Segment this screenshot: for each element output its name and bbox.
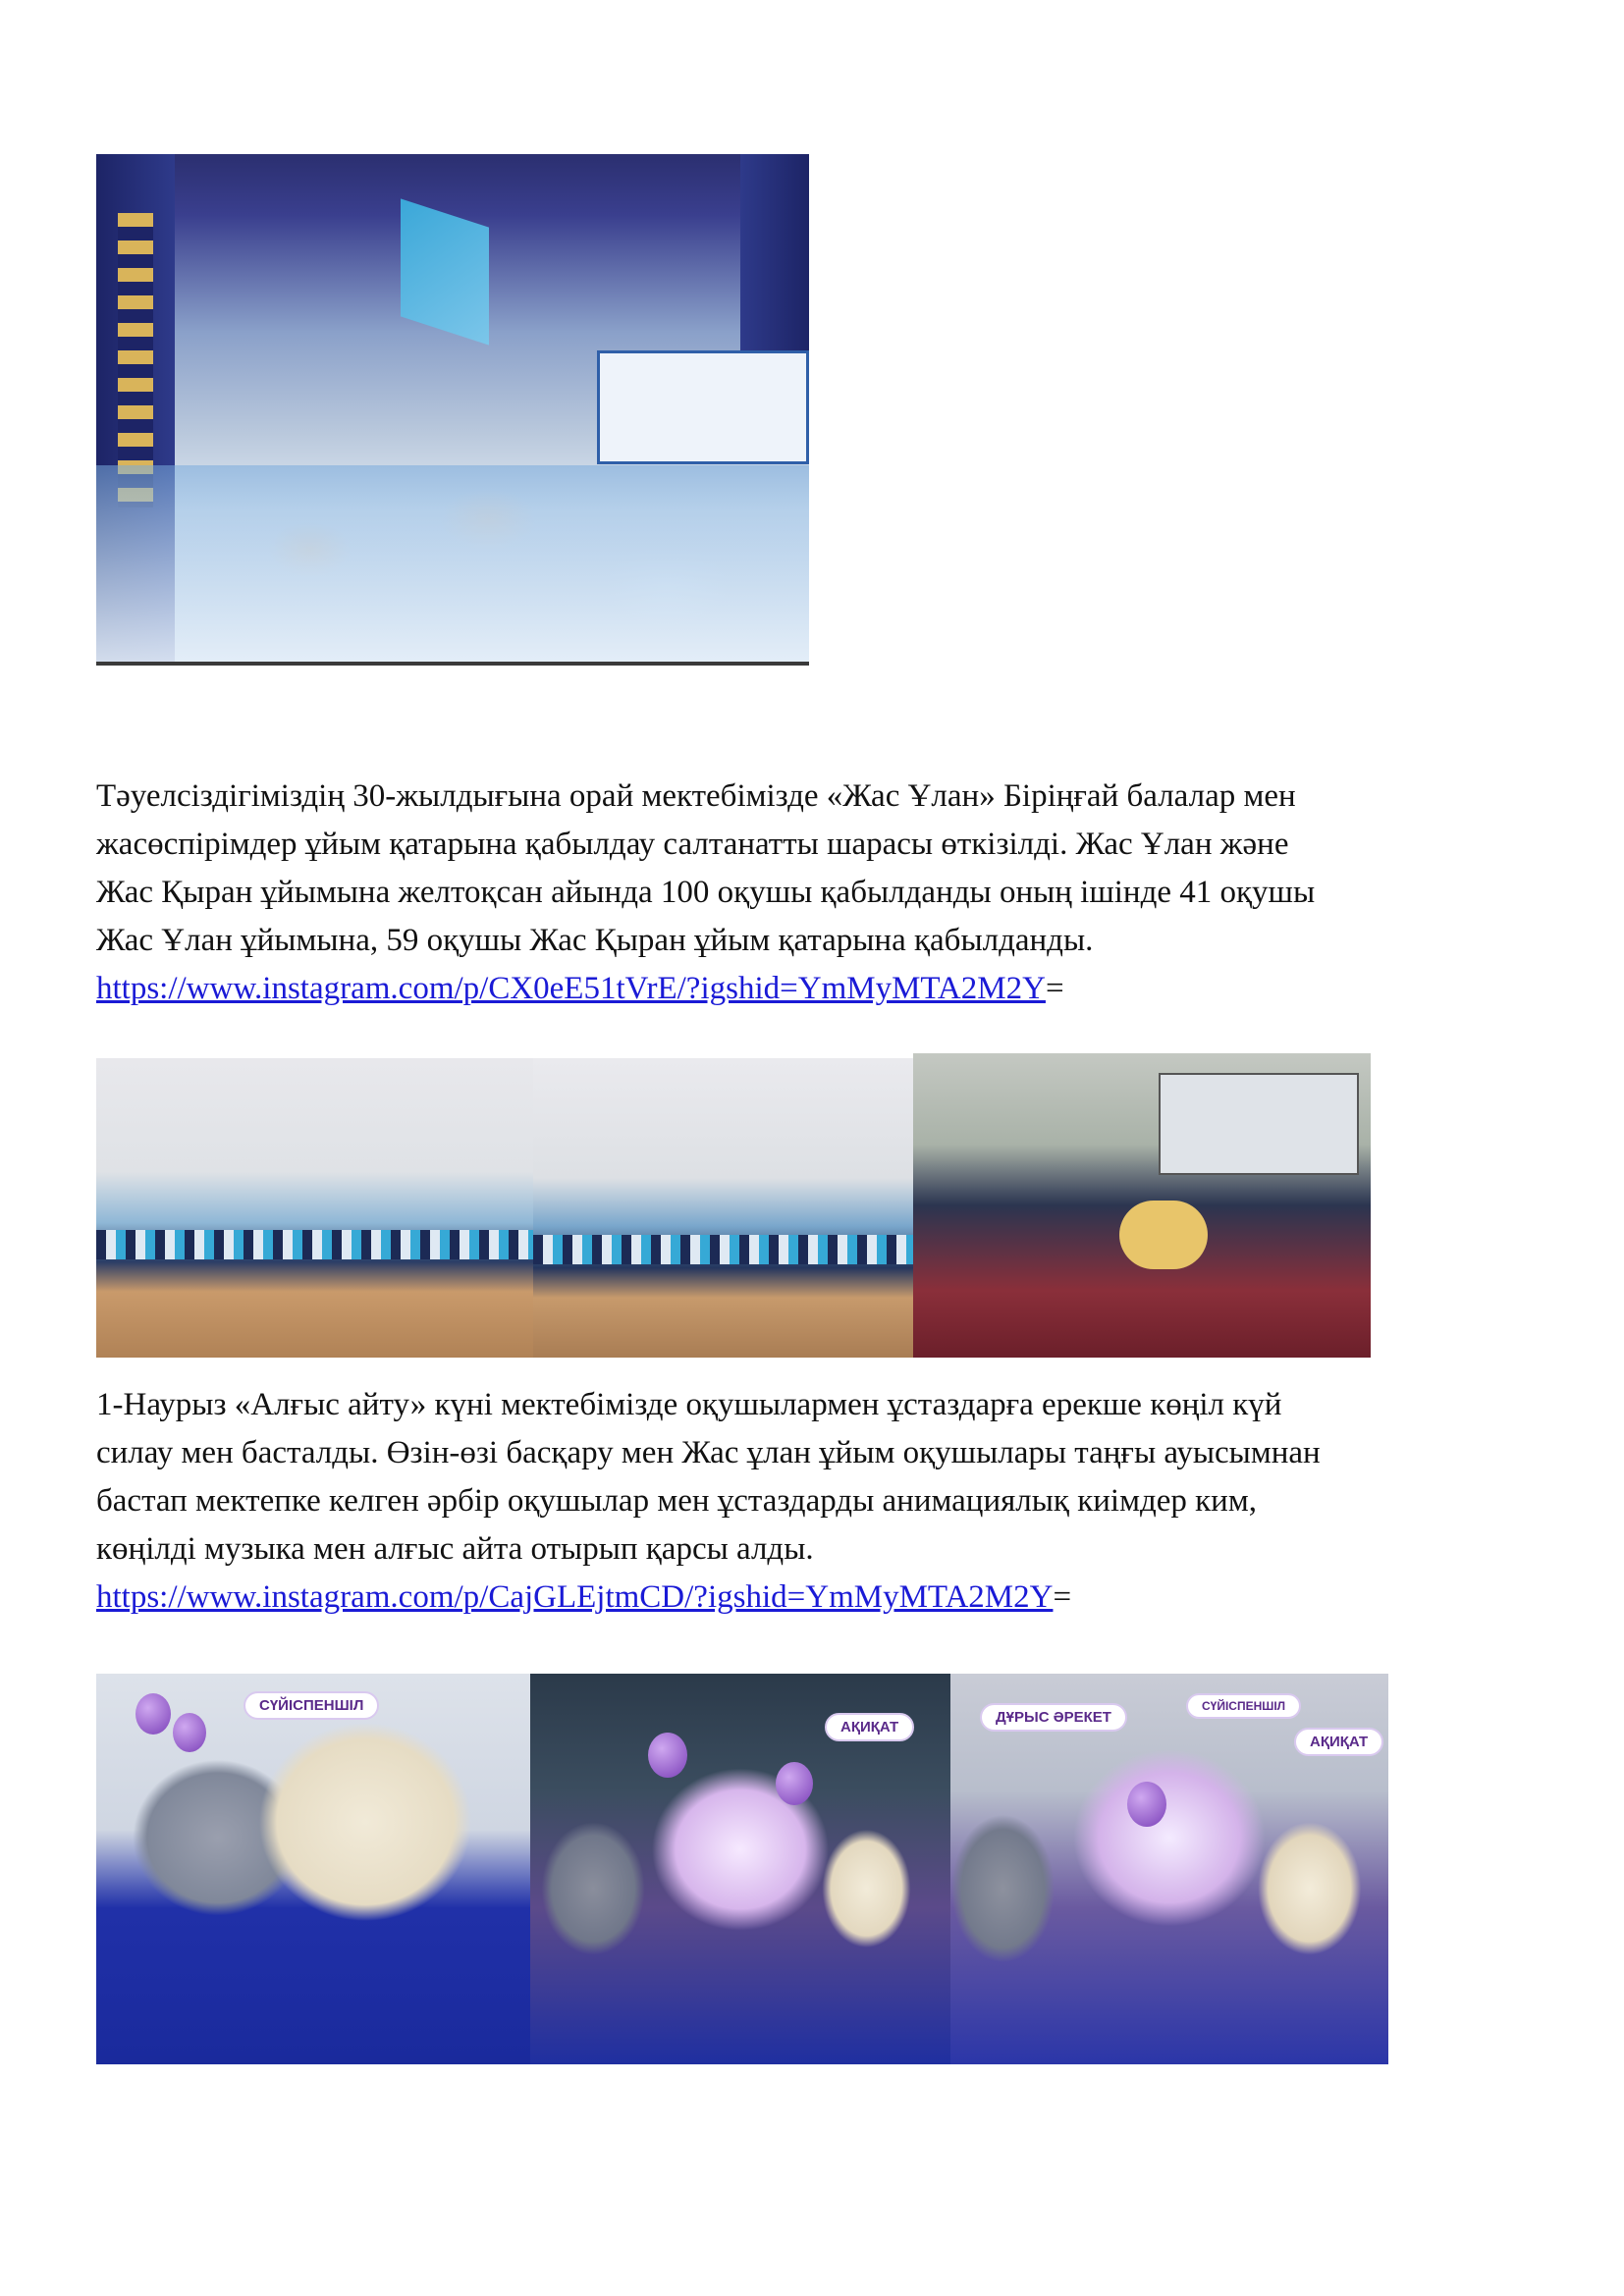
photo-stage-ceremony xyxy=(96,154,809,666)
balloon-icon xyxy=(648,1733,687,1778)
photo-hall-lineup-2 xyxy=(533,1058,913,1358)
sign-love: СҮЙІСПЕНШІЛ xyxy=(244,1691,379,1720)
sign-right-action: ДҰРЫС ӘРЕКЕТ xyxy=(980,1703,1127,1732)
paragraph-line: Жас Ұлан ұйымына, 59 оқушы Жас Қыран ұйым қатарына қабылданды. xyxy=(96,923,1094,958)
students-crowd xyxy=(96,465,809,662)
sign-love: СҮЙІСПЕНШІЛ xyxy=(1186,1693,1301,1719)
photo-hall-lineup-1 xyxy=(96,1058,533,1358)
paragraph-line: силау мен басталды. Өзін-өзі басқару мен Жас ұлан ұйым оқушылары таңғы ауысымнан xyxy=(96,1435,1321,1470)
photo-oath-students xyxy=(913,1053,1371,1358)
balloon-icon xyxy=(135,1693,171,1735)
students-row xyxy=(533,1235,913,1264)
balloon-icon xyxy=(173,1713,206,1752)
paragraph-line: 1-Наурыз «Алғыс айту» күні мектебімізде оқушылармен ұстаздарға ерекше көңіл күй xyxy=(96,1387,1282,1422)
flag-icon xyxy=(401,198,489,345)
photo-mascots-greeting xyxy=(950,1674,1388,2064)
paragraph-oath-ceremony xyxy=(96,773,1569,1013)
sign-truth: АҚИҚАТ xyxy=(1294,1728,1383,1756)
paragraph-gratitude-day xyxy=(96,1381,1569,1622)
sign-truth: АҚИҚАТ xyxy=(825,1713,914,1741)
instagram-link-2[interactable]: https://www.instagram.com/p/CajGLEjtmCD/?igshid=YmMyMTA2M2Y xyxy=(96,1579,1054,1615)
paragraph-line: бастап мектепке келген әрбір оқушылар мен ұстаздарды анимациялық киімдер ким, xyxy=(96,1483,1257,1519)
paragraph-line: Тәуелсіздігіміздің 30-жылдығына орай мектебімізде «Жас Ұлан» Біріңғай балалар мен xyxy=(96,778,1296,814)
students-row xyxy=(96,1230,533,1259)
number-30-decoration xyxy=(1119,1201,1208,1269)
paragraph-line: жасөспірімдер ұйым қатарына қабылдау салтанатты шарасы өткізілді. Жас Ұлан және xyxy=(96,827,1289,862)
paragraph-line: көңілді музыка мен алғыс айта отырып қарсы алды. xyxy=(96,1531,814,1567)
balloon-icon xyxy=(1127,1782,1166,1827)
ornament-column xyxy=(118,213,153,507)
instagram-link-1[interactable]: https://www.instagram.com/p/CX0eE51tVrE/?igshid=YmMyMTA2M2Y xyxy=(96,971,1046,1006)
link-line xyxy=(96,965,1569,1013)
link-line xyxy=(96,1574,1569,1622)
stage-banner xyxy=(597,350,809,464)
balloon-icon xyxy=(776,1762,813,1805)
projector-screen xyxy=(1159,1073,1359,1175)
paragraph-line: Жас Қыран ұйымына желтоқсан айында 100 оқушы қабылданды оның ішінде 41 оқушы xyxy=(96,875,1316,910)
photo-mascots-hug xyxy=(96,1674,530,2064)
photo-mascots-arch xyxy=(530,1674,950,2064)
link-suffix: = xyxy=(1045,971,1064,1006)
link-suffix: = xyxy=(1053,1579,1072,1615)
